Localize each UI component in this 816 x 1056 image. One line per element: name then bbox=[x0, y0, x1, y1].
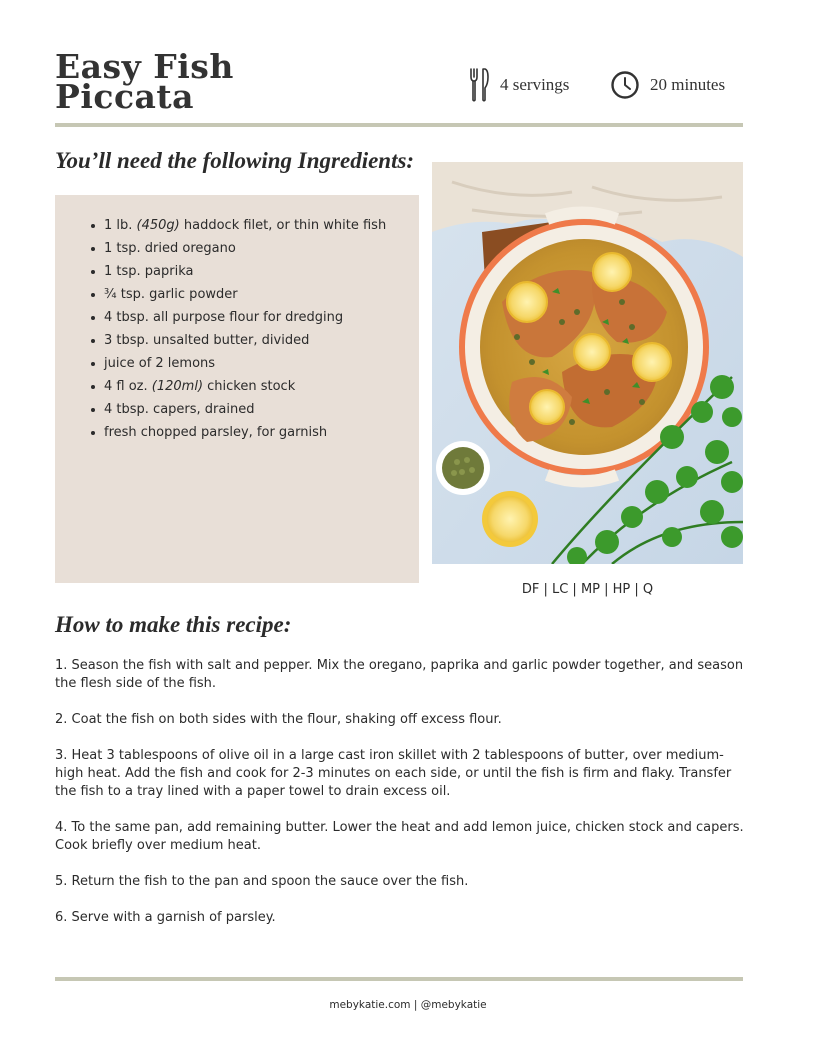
instruction-step: 6. Serve with a garnish of parsley. bbox=[55, 910, 276, 925]
footer-divider bbox=[55, 977, 743, 981]
ingredient-text-pre: 1 tsp. paprika bbox=[104, 264, 194, 279]
ingredient-text-post: haddock filet, or thin white fish bbox=[179, 218, 387, 233]
clock-icon bbox=[610, 70, 640, 100]
ingredient-text-pre: 4 fl oz. bbox=[104, 379, 152, 394]
instruction-step: 1. Season the fish with salt and pepper. Mix the oregano, paprika and garlic powder together, and season the flesh side of the fish. bbox=[55, 658, 744, 691]
header-divider bbox=[55, 123, 743, 127]
ingredient-text-pre: 1 lb. bbox=[104, 218, 137, 233]
ingredient-text-pre: fresh chopped parsley, for garnish bbox=[104, 425, 328, 440]
ingredient-item bbox=[91, 214, 386, 237]
instructions-steps bbox=[55, 657, 745, 945]
ingredient-text-post: chicken stock bbox=[203, 379, 296, 394]
servings-text: 4 servings bbox=[500, 75, 570, 94]
ingredient-item bbox=[91, 237, 386, 260]
ingredient-item bbox=[91, 375, 386, 398]
ingredient-item bbox=[91, 329, 386, 352]
ingredient-item bbox=[91, 352, 386, 375]
ingredient-text-pre: 1 tsp. dried oregano bbox=[104, 241, 236, 256]
fork-knife-icon bbox=[468, 66, 490, 104]
instructions-heading: How to make this recipe: bbox=[55, 612, 292, 637]
recipe-title-line1: Easy Fish bbox=[55, 47, 234, 86]
ingredients-box bbox=[55, 195, 419, 583]
recipe-title-line2: Piccata bbox=[55, 77, 195, 116]
ingredient-text-pre: juice of 2 lemons bbox=[104, 356, 216, 371]
ingredient-item bbox=[91, 260, 386, 283]
diet-tags: DF | LC | MP | HP | Q bbox=[521, 582, 654, 597]
ingredient-text-em: (450g) bbox=[136, 218, 180, 233]
instruction-step: 3. Heat 3 tablespoons of olive oil in a large cast iron skillet with 2 tablespoons of butter, over medium-high heat. Add the fish and cook for 2-3 minutes on each side, or until the fish is firm and flaky. Transfer the fish to a tray lined with a paper towel to drain excess oil. bbox=[55, 748, 732, 799]
fish-piccata-photo bbox=[432, 162, 743, 564]
instruction-step: 2. Coat the fish on both sides with the flour, shaking off excess flour. bbox=[55, 712, 502, 727]
ingredient-text-em: (120ml) bbox=[151, 379, 204, 394]
footer-credit: mebykatie.com | @mebykatie bbox=[329, 999, 487, 1011]
ingredient-text-pre: 4 tbsp. capers, drained bbox=[104, 402, 255, 417]
instruction-step: 4. To the same pan, add remaining butter. Lower the heat and add lemon juice, chicken stock and capers. Cook briefly over medium heat. bbox=[55, 820, 744, 853]
ingredient-item bbox=[91, 283, 386, 306]
ingredient-item bbox=[91, 398, 386, 421]
ingredient-text-pre: ¾ tsp. garlic powder bbox=[104, 287, 238, 302]
instruction-step: 5. Return the fish to the pan and spoon the sauce over the fish. bbox=[55, 874, 469, 889]
recipe-title bbox=[55, 47, 234, 116]
servings-info bbox=[468, 66, 569, 104]
ingredient-item bbox=[91, 421, 386, 444]
ingredient-text-pre: 4 tbsp. all purpose flour for dredging bbox=[104, 310, 344, 325]
time-info bbox=[610, 66, 725, 104]
ingredients-heading: You’ll need the following Ingredients: bbox=[55, 148, 415, 173]
ingredient-item bbox=[91, 306, 386, 329]
ingredient-text-pre: 3 tbsp. unsalted butter, divided bbox=[104, 333, 310, 348]
time-text: 20 minutes bbox=[650, 75, 726, 94]
ingredients-list bbox=[91, 214, 386, 444]
